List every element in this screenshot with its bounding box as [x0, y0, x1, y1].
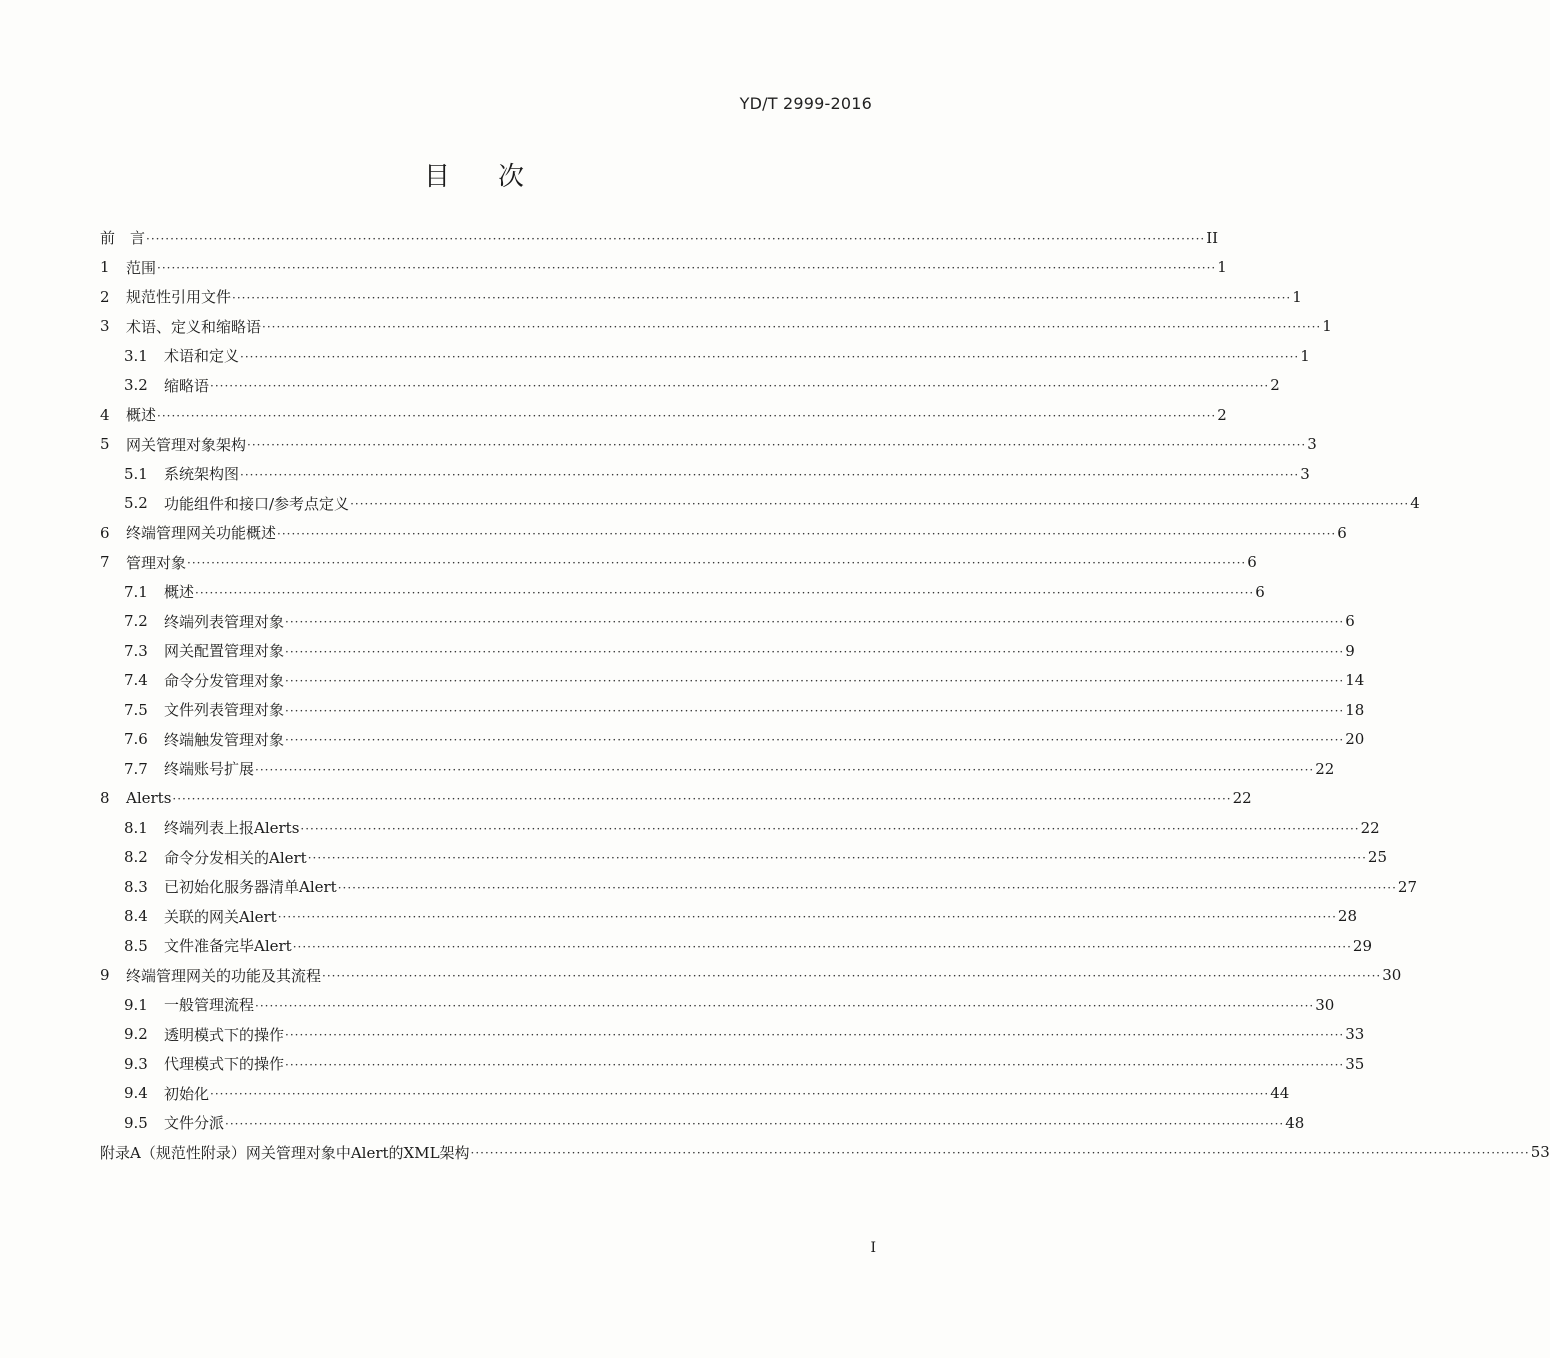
dot-leader: ····························································································································································································································: [240, 467, 1300, 482]
toc-entry-title: 附录A（规范性附录）网关管理对象中Alert的XML架构: [100, 1143, 470, 1162]
document-id: YD/T 2999-2016: [739, 94, 872, 113]
page-title: [0, 156, 950, 193]
toc-entry[interactable]: [100, 961, 1402, 991]
toc-entry[interactable]: [100, 813, 1380, 843]
dot-leader: ····························································································································································································································: [470, 1146, 1530, 1161]
toc-entry[interactable]: [100, 607, 1355, 637]
dot-leader: ····························································································································································································································: [285, 1028, 1345, 1043]
toc-entry-number: 3.2: [124, 376, 148, 395]
toc-entry-page: 6: [1255, 582, 1265, 601]
toc-entry-page: 4: [1410, 494, 1420, 513]
dot-leader: ····························································································································································································································: [285, 674, 1345, 689]
toc-entry[interactable]: [100, 902, 1357, 932]
toc-entry-title: 规范性引用文件: [126, 288, 232, 307]
toc-entry-title: Alerts: [126, 789, 172, 808]
toc-entry-number: 3: [100, 317, 110, 336]
toc-entry-title: 终端触发管理对象: [164, 730, 285, 749]
toc-entry-page: 1: [1300, 346, 1310, 365]
toc-entry[interactable]: [100, 312, 1332, 342]
toc-entry-number: 7.3: [124, 641, 148, 660]
toc-entry-page: 1: [1217, 258, 1227, 277]
dot-leader: ····························································································································································································································: [300, 821, 1360, 836]
toc-entry-page: 35: [1345, 1054, 1365, 1073]
toc-entry[interactable]: [100, 695, 1365, 725]
dot-leader: ····························································································································································································································: [157, 261, 1217, 276]
dot-leader: ····························································································································································································································: [232, 290, 1292, 305]
toc-entry-page: 22: [1315, 759, 1335, 778]
toc-entry-title: 术语和定义: [164, 347, 240, 366]
toc-entry[interactable]: [100, 1138, 1550, 1168]
toc-entry[interactable]: [100, 548, 1257, 578]
toc-entry-title: 缩略语: [164, 376, 210, 395]
dot-leader: ····························································································································································································································: [285, 703, 1345, 718]
toc-entry-page: 25: [1367, 848, 1387, 867]
toc-entry[interactable]: [100, 341, 1310, 371]
toc-entry-title: 一般管理流程: [164, 996, 255, 1015]
toc-entry-title: 终端账号扩展: [164, 760, 255, 779]
toc-entry[interactable]: [100, 990, 1335, 1020]
toc-entry-page: 53: [1530, 1143, 1550, 1162]
dot-leader: ····························································································································································································································: [195, 585, 1255, 600]
toc-entry-page: 14: [1345, 671, 1365, 690]
toc-entry[interactable]: [100, 636, 1355, 666]
toc-entry-number: 7.4: [124, 671, 148, 690]
dot-leader: ····························································································································································································································: [285, 1057, 1345, 1072]
toc-entry-title: 文件列表管理对象: [164, 701, 285, 720]
toc-entry-number: 8.2: [124, 848, 148, 867]
dot-leader: ····························································································································································································································: [225, 1116, 1285, 1131]
toc-entry-title: 命令分发管理对象: [164, 671, 285, 690]
toc-entry-title: 功能组件和接口/参考点定义: [164, 494, 350, 513]
toc-entry-title: 终端列表上报Alerts: [164, 819, 300, 838]
toc-entry[interactable]: [100, 253, 1227, 283]
toc-entry-number: 7.2: [124, 612, 148, 631]
toc-entry-number: 9.2: [124, 1025, 148, 1044]
toc-entry-number: 1: [100, 258, 110, 277]
toc-entry-title: 文件准备完毕Alert: [164, 937, 292, 956]
toc-entry[interactable]: [100, 666, 1365, 696]
toc-entry-page: 48: [1285, 1113, 1305, 1132]
toc-entry-page: 18: [1345, 700, 1365, 719]
toc-entry-title: 网关配置管理对象: [164, 642, 285, 661]
toc-entry-page: 1: [1322, 317, 1332, 336]
dot-leader: ····························································································································································································································: [255, 762, 1315, 777]
toc-entry-number: 8: [100, 789, 110, 808]
toc-entry[interactable]: [100, 872, 1417, 902]
toc-entry[interactable]: [100, 843, 1387, 873]
toc-entry-number: 7: [100, 553, 110, 572]
toc-entry[interactable]: [100, 282, 1302, 312]
dot-leader: ····························································································································································································································: [262, 320, 1322, 335]
toc-entry-title: 概述: [126, 406, 157, 425]
dot-leader: ····························································································································································································································: [337, 880, 1397, 895]
dot-leader: ····························································································································································································································: [210, 1087, 1270, 1102]
toc-entry[interactable]: [100, 1020, 1365, 1050]
toc-entry-page: 9: [1345, 641, 1355, 660]
toc-entry-title: 范围: [126, 258, 157, 277]
toc-entry-page: 44: [1270, 1084, 1290, 1103]
toc-entry-page: II: [1206, 228, 1219, 247]
toc-entry-title: 关联的网关Alert: [164, 907, 277, 926]
dot-leader: ····························································································································································································································: [322, 969, 1382, 984]
page-number: I: [870, 1240, 876, 1256]
dot-leader: ····························································································································································································································: [292, 939, 1352, 954]
toc-entry-number: 5.1: [124, 464, 148, 483]
toc-entry[interactable]: [100, 371, 1280, 401]
toc-entry-page: 6: [1345, 612, 1355, 631]
toc-entry-title: 初始化: [164, 1084, 210, 1103]
title-part-1: 目: [423, 162, 452, 192]
dot-leader: ····························································································································································································································: [307, 851, 1367, 866]
toc-entry-title: 已初始化服务器清单Alert: [164, 878, 337, 897]
toc-entry-number: 3.1: [124, 346, 148, 365]
toc-entry[interactable]: [100, 1049, 1365, 1079]
toc-entry-number: 9.3: [124, 1054, 148, 1073]
toc-entry-page: 1: [1292, 287, 1302, 306]
dot-leader: ····························································································································································································································: [277, 526, 1337, 541]
toc-entry[interactable]: [100, 223, 1219, 253]
toc-entry-title: 代理模式下的操作: [164, 1055, 285, 1074]
toc-entry[interactable]: [100, 725, 1365, 755]
toc-entry-number: 5: [100, 435, 110, 454]
toc-entry-number: 8.1: [124, 818, 148, 837]
toc-entry-number: 7.5: [124, 700, 148, 719]
toc-entry-title: 系统架构图: [164, 465, 240, 484]
toc-entry-page: 2: [1217, 405, 1227, 424]
toc-entry-title: 命令分发相关的Alert: [164, 848, 307, 867]
toc-entry-number: 4: [100, 405, 110, 424]
toc-entry-page: 30: [1382, 966, 1402, 985]
toc-entry[interactable]: [100, 754, 1335, 784]
toc-entry-number: 8.3: [124, 877, 148, 896]
toc-entry-page: 33: [1345, 1025, 1365, 1044]
toc-entry-title: 网关管理对象架构: [126, 435, 247, 454]
table-of-contents: [100, 223, 1550, 1167]
dot-leader: ····························································································································································································································: [146, 231, 1206, 246]
toc-entry-title: 概述: [164, 583, 195, 602]
toc-entry-page: 20: [1345, 730, 1365, 749]
toc-entry[interactable]: [100, 430, 1317, 460]
dot-leader: ····························································································································································································································: [285, 644, 1345, 659]
dot-leader: ····························································································································································································································: [255, 998, 1315, 1013]
dot-leader: ····························································································································································································································: [350, 497, 1410, 512]
toc-entry-title: 前 言: [100, 229, 146, 248]
toc-entry-page: 3: [1307, 435, 1317, 454]
dot-leader: ····························································································································································································································: [247, 438, 1307, 453]
toc-entry-page: 6: [1337, 523, 1347, 542]
dot-leader: ····························································································································································································································: [210, 379, 1270, 394]
toc-entry-number: 7.7: [124, 759, 148, 778]
toc-entry[interactable]: [100, 577, 1265, 607]
toc-entry-number: 9.1: [124, 995, 148, 1014]
toc-entry-title: 管理对象: [126, 553, 187, 572]
toc-entry-page: 22: [1360, 818, 1380, 837]
toc-entry-number: 5.2: [124, 494, 148, 513]
toc-entry[interactable]: [100, 931, 1372, 961]
dot-leader: ····························································································································································································································: [285, 615, 1345, 630]
toc-entry-page: 2: [1270, 376, 1280, 395]
toc-entry[interactable]: [100, 459, 1310, 489]
toc-entry-number: 6: [100, 523, 110, 542]
toc-entry-title: 终端列表管理对象: [164, 612, 285, 631]
toc-entry-page: 3: [1300, 464, 1310, 483]
toc-entry-number: 7.1: [124, 582, 148, 601]
dot-leader: ····························································································································································································································: [277, 910, 1337, 925]
dot-leader: ····························································································································································································································: [172, 792, 1232, 807]
toc-entry[interactable]: [100, 489, 1420, 519]
title-part-2: 次: [498, 162, 527, 192]
toc-entry[interactable]: [100, 518, 1347, 548]
toc-entry-number: 9.5: [124, 1113, 148, 1132]
toc-entry-page: 30: [1315, 995, 1335, 1014]
toc-entry-number: 9: [100, 966, 110, 985]
toc-entry-title: 术语、定义和缩略语: [126, 317, 262, 336]
toc-entry[interactable]: [100, 784, 1252, 814]
toc-entry-title: 透明模式下的操作: [164, 1025, 285, 1044]
toc-entry-number: 2: [100, 287, 110, 306]
toc-entry-page: 22: [1232, 789, 1252, 808]
toc-entry[interactable]: [100, 1108, 1305, 1138]
toc-entry-number: 8.4: [124, 907, 148, 926]
toc-entry-number: 9.4: [124, 1084, 148, 1103]
toc-entry-title: 文件分派: [164, 1114, 225, 1133]
dot-leader: ····························································································································································································································: [240, 349, 1300, 364]
toc-entry-title: 终端管理网关功能概述: [126, 524, 277, 543]
toc-entry-title: 终端管理网关的功能及其流程: [126, 966, 322, 985]
toc-entry-page: 28: [1337, 907, 1357, 926]
dot-leader: ····························································································································································································································: [157, 408, 1217, 423]
toc-entry-number: 7.6: [124, 730, 148, 749]
dot-leader: ····························································································································································································································: [187, 556, 1247, 571]
dot-leader: ····························································································································································································································: [285, 733, 1345, 748]
toc-entry[interactable]: [100, 1079, 1290, 1109]
toc-entry-page: 27: [1397, 877, 1417, 896]
toc-entry-page: 29: [1352, 936, 1372, 955]
toc-entry-page: 6: [1247, 553, 1257, 572]
toc-entry[interactable]: [100, 400, 1227, 430]
toc-entry-number: 8.5: [124, 936, 148, 955]
